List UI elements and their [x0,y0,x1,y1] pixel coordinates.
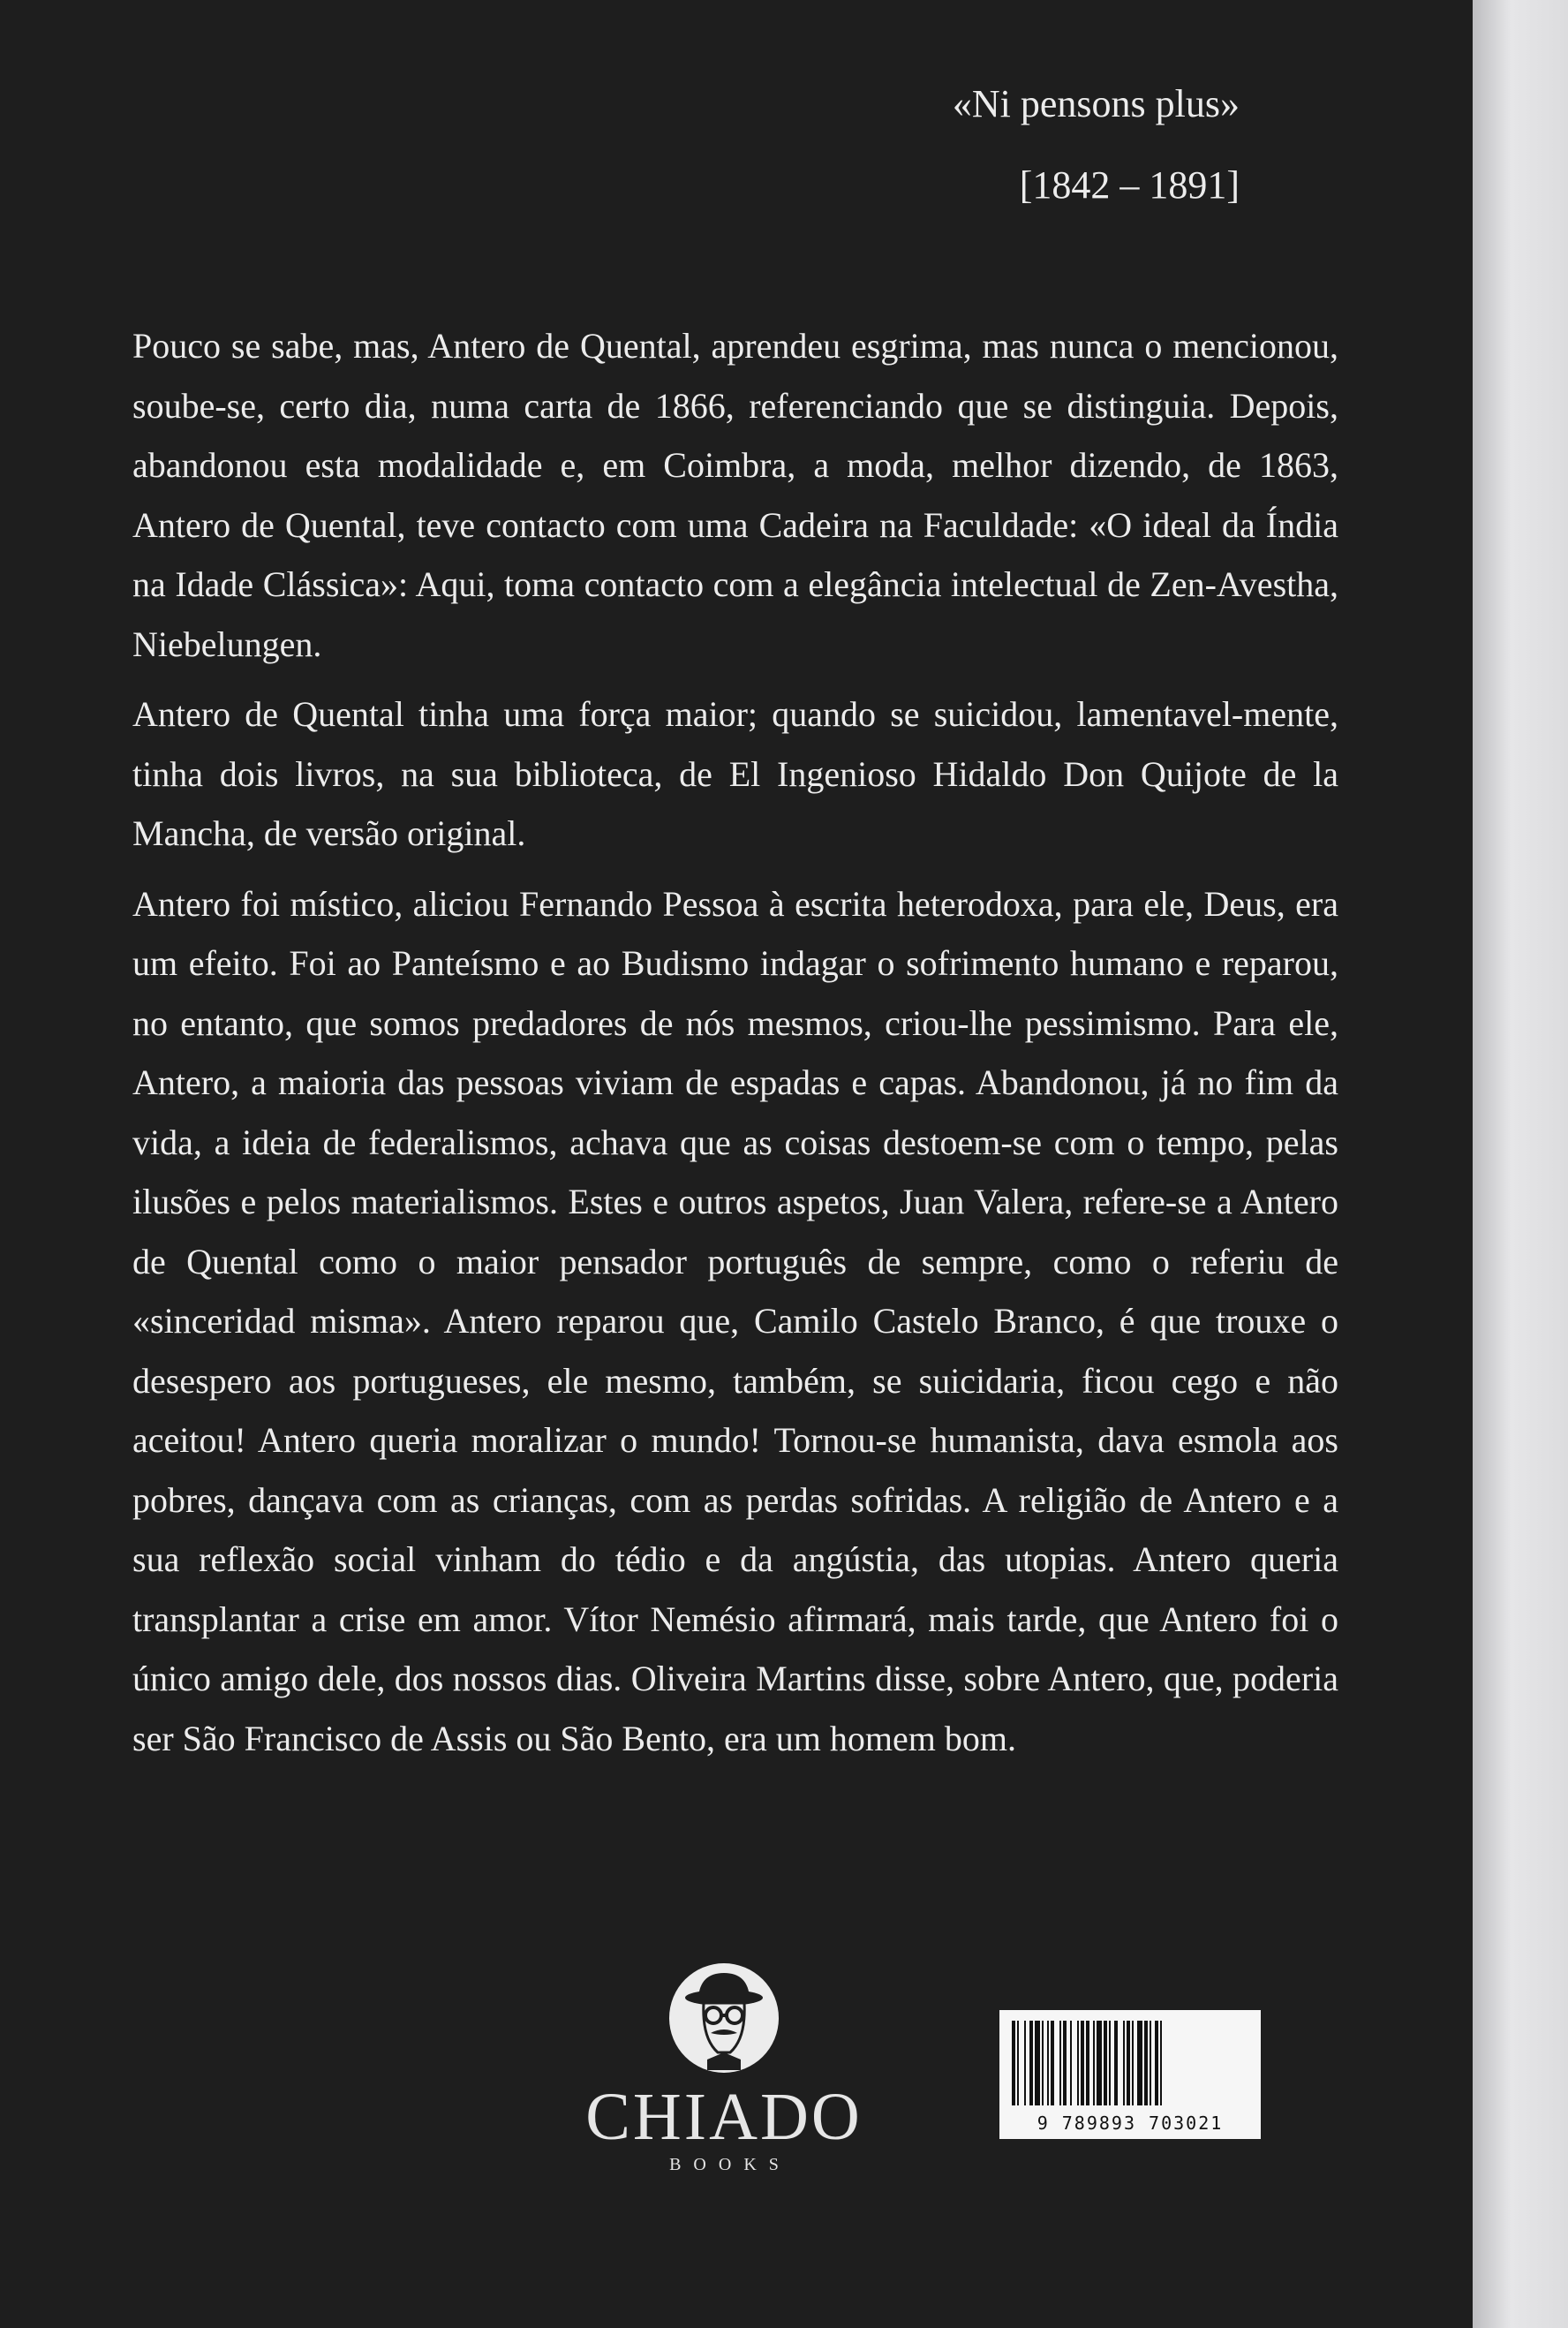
publisher-logo [574,1961,874,2178]
paragraph-2: Antero de Quental tinha uma força maior; quando se suicidou, lamentavel-mente, tinha dois livros, na sua biblioteca, de El Ingenioso Hidaldo Don Quijote de la Mancha, de versão original. [132,694,1338,853]
barcode-bars [1008,2021,1252,2105]
pessoa-hat-glasses-icon [667,1961,781,2075]
isbn-barcode [999,2010,1261,2139]
publisher-subtitle: BOOKS [669,2155,791,2174]
epigraph-quote: «Ni pensons plus» [952,82,1240,125]
publisher-name: CHIADO [585,2080,863,2154]
paragraph-3: Antero foi místico, aliciou Fernando Pessoa à escrita heterodoxa, para ele, Deus, era um efeito. Foi ao Panteísmo e ao Budismo indagar o sofrimento humano e reparou, no entanto, que somos predadores de nós mesmos, criou-lhe pessimismo. Para ele, Antero, a maioria das pessoas viviam de espadas e capas. Abandonou, já no fim da vida, a ideia de federalismos, achava que as coisas destoem-se com o tempo, pelas ilusões e pelos materialismos. Estes e outros aspetos, Juan Valera, refere-se a Antero de Quental como o maior pensador português de sempre, como o referiu de «sinceridad misma». Antero reparou que, Camilo Castelo Branco, é que trouxe o desespero aos portugueses, ele mesmo, também, se suicidaria, ficou cego e não aceitou! Antero queria moralizar o mundo! Tornou-se humanista, dava esmola aos pobres, dançava com as crianças, com as perdas sofridas. A religião de Antero e a sua reflexão social vinham do tédio e da angústia, das utopias. Antero queria transplantar a crise em amor. Vítor Nemésio afirmará, mais tarde, que Antero foi o único amigo dele, dos nossos dias. Oliveira Martins disse, sobre Antero, que, poderia ser São Francisco de Assis ou São Bento, era um homem bom. [132,883,1338,1758]
isbn-number: 9 789893 703021 [1037,2113,1224,2134]
synopsis [132,316,1338,1779]
epigraph [953,78,1240,240]
page-edge [1473,0,1568,2328]
paragraph-1: Pouco se sabe, mas, Antero de Quental, aprendeu esgrima, mas nunca o mencionou, soube-se, certo dia, numa carta de 1866, referenciando que se distinguia. Depois, abandonou esta modalidade e, em Coimbra, a moda, melhor dizendo, de 1863, Antero de Quental, teve contacto com uma Cadeira na Faculdade: «O ideal da Índia na Idade Clássica»: Aqui, toma contacto com a elegância intelectual de Zen-Avestha, Niebelungen. [132,326,1338,664]
epigraph-dates: [1842 – 1891] [1019,163,1240,207]
